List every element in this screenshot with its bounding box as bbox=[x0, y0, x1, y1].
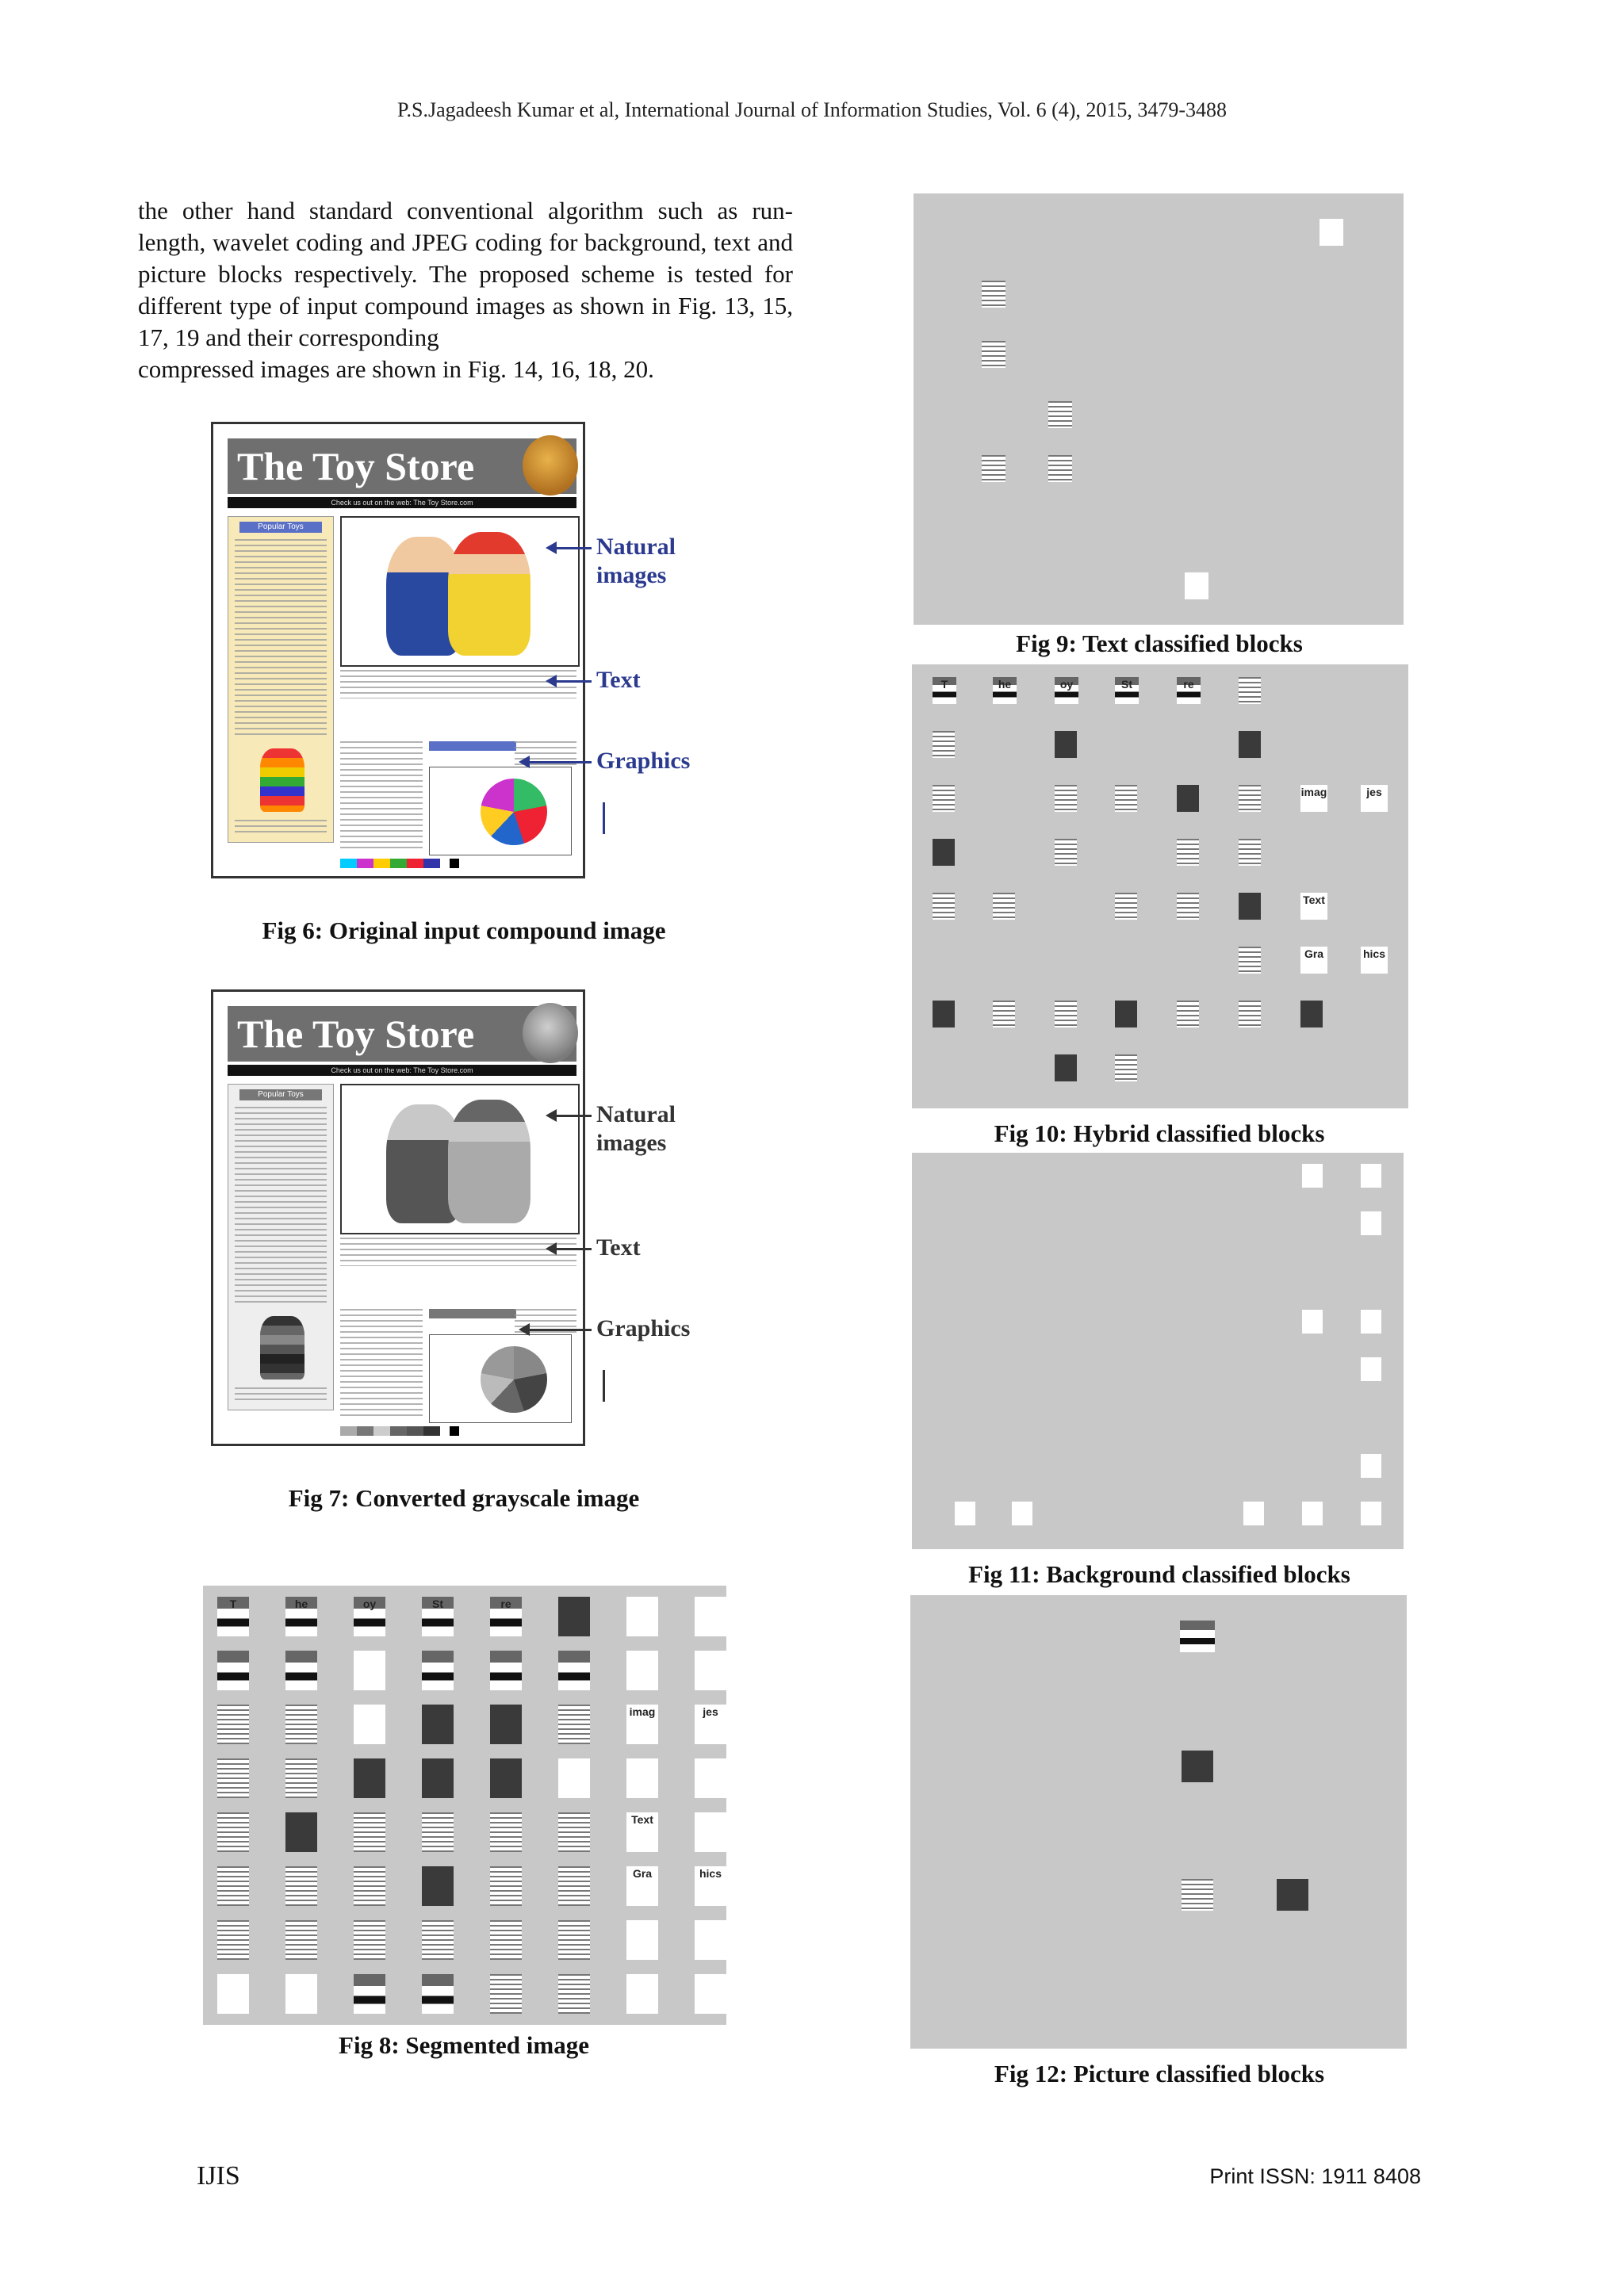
teddy-bear-icon bbox=[523, 435, 578, 496]
text-block-left-gray bbox=[340, 1309, 423, 1420]
pie-chart bbox=[481, 779, 547, 845]
stacking-rings-image bbox=[260, 748, 304, 812]
hybrid-block bbox=[1239, 893, 1261, 920]
arrow-graphics-gray bbox=[528, 1329, 592, 1331]
segment-block bbox=[354, 1920, 385, 1960]
segment-block bbox=[626, 1974, 658, 2014]
segment-block bbox=[422, 1651, 454, 1690]
segment-block bbox=[354, 1812, 385, 1852]
sidebar-text-lines bbox=[235, 539, 327, 737]
picture-block bbox=[1180, 1621, 1215, 1652]
segment-block bbox=[490, 1812, 522, 1852]
pie-chart-box bbox=[429, 767, 572, 855]
segment-block bbox=[217, 1651, 249, 1690]
toy-store-poster bbox=[211, 422, 585, 878]
kids-photo bbox=[340, 516, 580, 667]
segment-block bbox=[354, 1651, 385, 1690]
figure-8-segmented bbox=[203, 1586, 726, 2025]
segment-block bbox=[626, 1651, 658, 1690]
hybrid-block bbox=[993, 1001, 1015, 1027]
arrowhead-graphics bbox=[519, 756, 530, 768]
hybrid-block bbox=[1239, 785, 1261, 812]
segment-block bbox=[422, 1812, 454, 1852]
hybrid-block bbox=[1055, 1054, 1077, 1081]
callout-text-gray: Text bbox=[596, 1234, 641, 1261]
poster-sidebar bbox=[228, 516, 334, 843]
background-block bbox=[1302, 1310, 1323, 1334]
segment-block bbox=[695, 1974, 726, 2014]
segment-label-block: re bbox=[490, 1597, 522, 1636]
color-swatches bbox=[340, 859, 459, 868]
segment-block bbox=[285, 1920, 317, 1960]
toy-store-poster-gray bbox=[211, 989, 585, 1446]
text-block bbox=[1048, 455, 1072, 482]
segment-block bbox=[422, 1758, 454, 1798]
body-paragraph bbox=[138, 195, 793, 385]
picture-block bbox=[1277, 1879, 1308, 1911]
callout-natural-line1-gray: Natural bbox=[596, 1101, 676, 1127]
sidebar-tab: Popular Toys bbox=[239, 522, 322, 533]
sidebar-tab-gray: Popular Toys bbox=[239, 1089, 322, 1100]
segment-label-block: T bbox=[217, 1597, 249, 1636]
hybrid-block bbox=[933, 731, 955, 758]
segment-block bbox=[490, 1705, 522, 1744]
segment-block bbox=[626, 1597, 658, 1636]
segment-block bbox=[285, 1812, 317, 1852]
segment-label-block: St bbox=[422, 1597, 454, 1636]
caption-fig-8: Fig 8: Segmented image bbox=[339, 2031, 589, 2059]
segment-block bbox=[558, 1705, 590, 1744]
arrow-natural bbox=[555, 547, 592, 549]
callout-text: Text bbox=[596, 667, 641, 693]
sidebar-text-lines-lower bbox=[235, 820, 327, 836]
callout-natural-line2: images bbox=[596, 562, 667, 588]
segment-block bbox=[354, 1758, 385, 1798]
hybrid-block bbox=[1300, 1001, 1323, 1027]
hybrid-block bbox=[1239, 731, 1261, 758]
segment-block bbox=[217, 1866, 249, 1906]
text-block-left bbox=[340, 741, 423, 852]
pie-chart-box-gray bbox=[429, 1334, 572, 1423]
arrow-graphics bbox=[528, 761, 592, 763]
running-header: P.S.Jagadeesh Kumar et al, International Journal of Information Studies, Vol. 6 (4), 2015, 3479-3488 bbox=[396, 98, 1228, 121]
segment-block bbox=[558, 1597, 590, 1636]
segment-block bbox=[558, 1866, 590, 1906]
segment-block bbox=[490, 1974, 522, 2014]
stacking-rings-image-gray bbox=[260, 1316, 304, 1380]
teddy-bear-icon-gray bbox=[523, 1003, 578, 1063]
hybrid-label-block: jes bbox=[1361, 785, 1388, 812]
segment-block bbox=[558, 1920, 590, 1960]
background-block bbox=[1243, 1502, 1264, 1525]
segment-block bbox=[490, 1920, 522, 1960]
text-block-middle-gray bbox=[340, 1238, 576, 1266]
segment-label-block: hics bbox=[695, 1866, 726, 1906]
caption-fig-9: Fig 9: Text classified blocks bbox=[1016, 629, 1303, 657]
arrow-natural-gray bbox=[555, 1115, 592, 1117]
background-block bbox=[1361, 1502, 1381, 1525]
hybrid-block bbox=[1177, 1001, 1199, 1027]
caption-fig-7: Fig 7: Converted grayscale image bbox=[288, 1484, 640, 1512]
background-block bbox=[955, 1502, 975, 1525]
segment-block bbox=[626, 1758, 658, 1798]
hybrid-block bbox=[1115, 785, 1137, 812]
segment-block bbox=[422, 1705, 454, 1744]
hybrid-label-block: oy bbox=[1055, 677, 1078, 704]
caption-fig-12: Fig 12: Picture classified blocks bbox=[994, 2060, 1325, 2087]
callout-natural-line2-gray: images bbox=[596, 1130, 667, 1156]
segment-block bbox=[354, 1974, 385, 2014]
arrowhead-graphics-gray bbox=[519, 1323, 530, 1336]
hybrid-label-block: he bbox=[993, 677, 1017, 704]
chart-title-bar bbox=[429, 741, 516, 751]
arrow-text-gray bbox=[555, 1248, 592, 1250]
segment-block bbox=[217, 1974, 249, 2014]
text-block bbox=[982, 281, 1005, 308]
segment-block bbox=[285, 1974, 317, 2014]
arrow-text bbox=[555, 680, 592, 683]
text-block bbox=[1320, 219, 1343, 246]
arrowhead-natural-gray bbox=[546, 1109, 557, 1122]
kid-right-gray bbox=[448, 1100, 530, 1223]
hybrid-block bbox=[933, 1001, 955, 1027]
hybrid-block bbox=[1239, 677, 1261, 704]
picture-block bbox=[1182, 1751, 1213, 1782]
segment-block bbox=[354, 1705, 385, 1744]
hybrid-block bbox=[1177, 785, 1199, 812]
segment-block bbox=[558, 1651, 590, 1690]
segment-block bbox=[695, 1920, 726, 1960]
hybrid-block bbox=[1055, 785, 1077, 812]
hybrid-block bbox=[1177, 893, 1199, 920]
background-block bbox=[1361, 1211, 1381, 1235]
segment-label-block: Text bbox=[626, 1812, 658, 1852]
segment-block bbox=[217, 1812, 249, 1852]
cursor-bar-gray bbox=[603, 1370, 605, 1402]
arrowhead-text-gray bbox=[546, 1242, 557, 1255]
segment-block bbox=[285, 1651, 317, 1690]
color-swatches-gray bbox=[340, 1426, 459, 1436]
hybrid-block bbox=[1055, 1001, 1077, 1027]
poster-subtitle-gray: Check us out on the web: The Toy Store.com bbox=[228, 1065, 576, 1076]
caption-fig-11: Fig 11: Background classified blocks bbox=[968, 1560, 1350, 1588]
hybrid-block bbox=[1239, 839, 1261, 866]
segment-block bbox=[285, 1705, 317, 1744]
segment-block bbox=[422, 1920, 454, 1960]
footer-issn: Print ISSN: 1911 8408 bbox=[1209, 2164, 1421, 2188]
hybrid-block bbox=[933, 785, 955, 812]
segment-block bbox=[626, 1920, 658, 1960]
sidebar-text-lines-lower-gray bbox=[235, 1387, 327, 1403]
callout-natural-line1: Natural bbox=[596, 534, 676, 560]
body-paragraph-last-line: compressed images are shown in Fig. 14, 16, 18, 20. bbox=[138, 355, 654, 383]
hybrid-label-block: Gra bbox=[1300, 947, 1327, 974]
hybrid-block bbox=[1055, 731, 1077, 758]
callout-graphics-gray: Graphics bbox=[596, 1315, 691, 1341]
hybrid-block bbox=[993, 893, 1015, 920]
segment-block bbox=[558, 1974, 590, 2014]
pie-chart-gray bbox=[481, 1346, 547, 1413]
hybrid-label-block: hics bbox=[1361, 947, 1388, 974]
segment-block bbox=[422, 1974, 454, 2014]
cursor-bar bbox=[603, 802, 605, 834]
figure-7 bbox=[211, 989, 726, 1449]
background-block bbox=[1302, 1502, 1323, 1525]
arrowhead-text bbox=[546, 675, 557, 687]
hybrid-label-block: re bbox=[1177, 677, 1201, 704]
background-block bbox=[1361, 1310, 1381, 1334]
sidebar-text-lines-gray bbox=[235, 1107, 327, 1305]
segment-label-block: imag bbox=[626, 1705, 658, 1744]
background-block bbox=[1361, 1357, 1381, 1381]
body-paragraph-text: the other hand standard conventional algorithm such as run-length, wavelet coding and JPEG coding for background, text and picture blocks respectively. The proposed scheme is tested for different type of input compound images as shown in Fig. 13, 15, 17, 19 and their corresponding bbox=[138, 197, 793, 351]
arrowhead-natural bbox=[546, 541, 557, 554]
kid-right bbox=[448, 532, 530, 656]
hybrid-label-block: Text bbox=[1300, 893, 1327, 920]
segment-label-block: jes bbox=[695, 1705, 726, 1744]
segment-label-block: he bbox=[285, 1597, 317, 1636]
figure-12-picture-blocks bbox=[910, 1595, 1407, 2049]
figure-9-text-blocks bbox=[914, 193, 1404, 625]
poster-subtitle: Check us out on the web: The Toy Store.com bbox=[228, 497, 576, 508]
segment-block bbox=[354, 1866, 385, 1906]
segment-block bbox=[695, 1758, 726, 1798]
poster-title: The Toy Store bbox=[228, 438, 576, 494]
background-block bbox=[1361, 1454, 1381, 1478]
poster-sidebar-gray bbox=[228, 1084, 334, 1410]
segment-block bbox=[490, 1866, 522, 1906]
segment-block bbox=[695, 1597, 726, 1636]
text-block bbox=[982, 455, 1005, 482]
segment-label-block: Gra bbox=[626, 1866, 658, 1906]
figure-11-background-blocks bbox=[912, 1153, 1404, 1549]
segment-block bbox=[285, 1866, 317, 1906]
segment-block bbox=[695, 1651, 726, 1690]
background-block bbox=[1361, 1164, 1381, 1188]
caption-fig-10: Fig 10: Hybrid classified blocks bbox=[994, 1119, 1325, 1147]
segment-block bbox=[217, 1705, 249, 1744]
text-block bbox=[1185, 572, 1208, 599]
segment-block bbox=[558, 1758, 590, 1798]
background-block bbox=[1302, 1164, 1323, 1188]
hybrid-block bbox=[1115, 1001, 1137, 1027]
poster-title-gray: The Toy Store bbox=[228, 1006, 576, 1062]
hybrid-block bbox=[1177, 839, 1199, 866]
picture-block bbox=[1182, 1879, 1213, 1911]
hybrid-label-block: imag bbox=[1300, 785, 1327, 812]
hybrid-block bbox=[1239, 947, 1261, 974]
segment-block bbox=[490, 1651, 522, 1690]
hybrid-block bbox=[933, 839, 955, 866]
segment-block bbox=[558, 1812, 590, 1852]
hybrid-block bbox=[1115, 893, 1137, 920]
hybrid-block bbox=[1239, 1001, 1261, 1027]
background-block bbox=[1012, 1502, 1032, 1525]
hybrid-label-block: T bbox=[933, 677, 956, 704]
caption-fig-6: Fig 6: Original input compound image bbox=[262, 916, 666, 944]
figure-6 bbox=[211, 422, 726, 882]
footer-journal-abbrev: IJIS bbox=[197, 2161, 240, 2191]
segment-block bbox=[217, 1920, 249, 1960]
segment-label-block: oy bbox=[354, 1597, 385, 1636]
callout-natural-images-gray bbox=[596, 1100, 676, 1158]
callout-natural-images bbox=[596, 533, 676, 590]
chart-title-bar-gray bbox=[429, 1309, 516, 1318]
segment-block bbox=[285, 1758, 317, 1798]
text-block bbox=[1048, 401, 1072, 428]
segment-block bbox=[422, 1866, 454, 1906]
hybrid-block bbox=[933, 893, 955, 920]
hybrid-block bbox=[1055, 839, 1077, 866]
hybrid-block bbox=[1115, 1054, 1137, 1081]
figure-10-hybrid-blocks bbox=[912, 664, 1408, 1108]
kids-photo-gray bbox=[340, 1084, 580, 1234]
text-block bbox=[982, 341, 1005, 368]
callout-graphics: Graphics bbox=[596, 748, 691, 774]
segment-block bbox=[490, 1758, 522, 1798]
segment-block bbox=[695, 1812, 726, 1852]
segment-block bbox=[217, 1758, 249, 1798]
hybrid-label-block: St bbox=[1115, 677, 1139, 704]
text-block-middle bbox=[340, 670, 576, 698]
